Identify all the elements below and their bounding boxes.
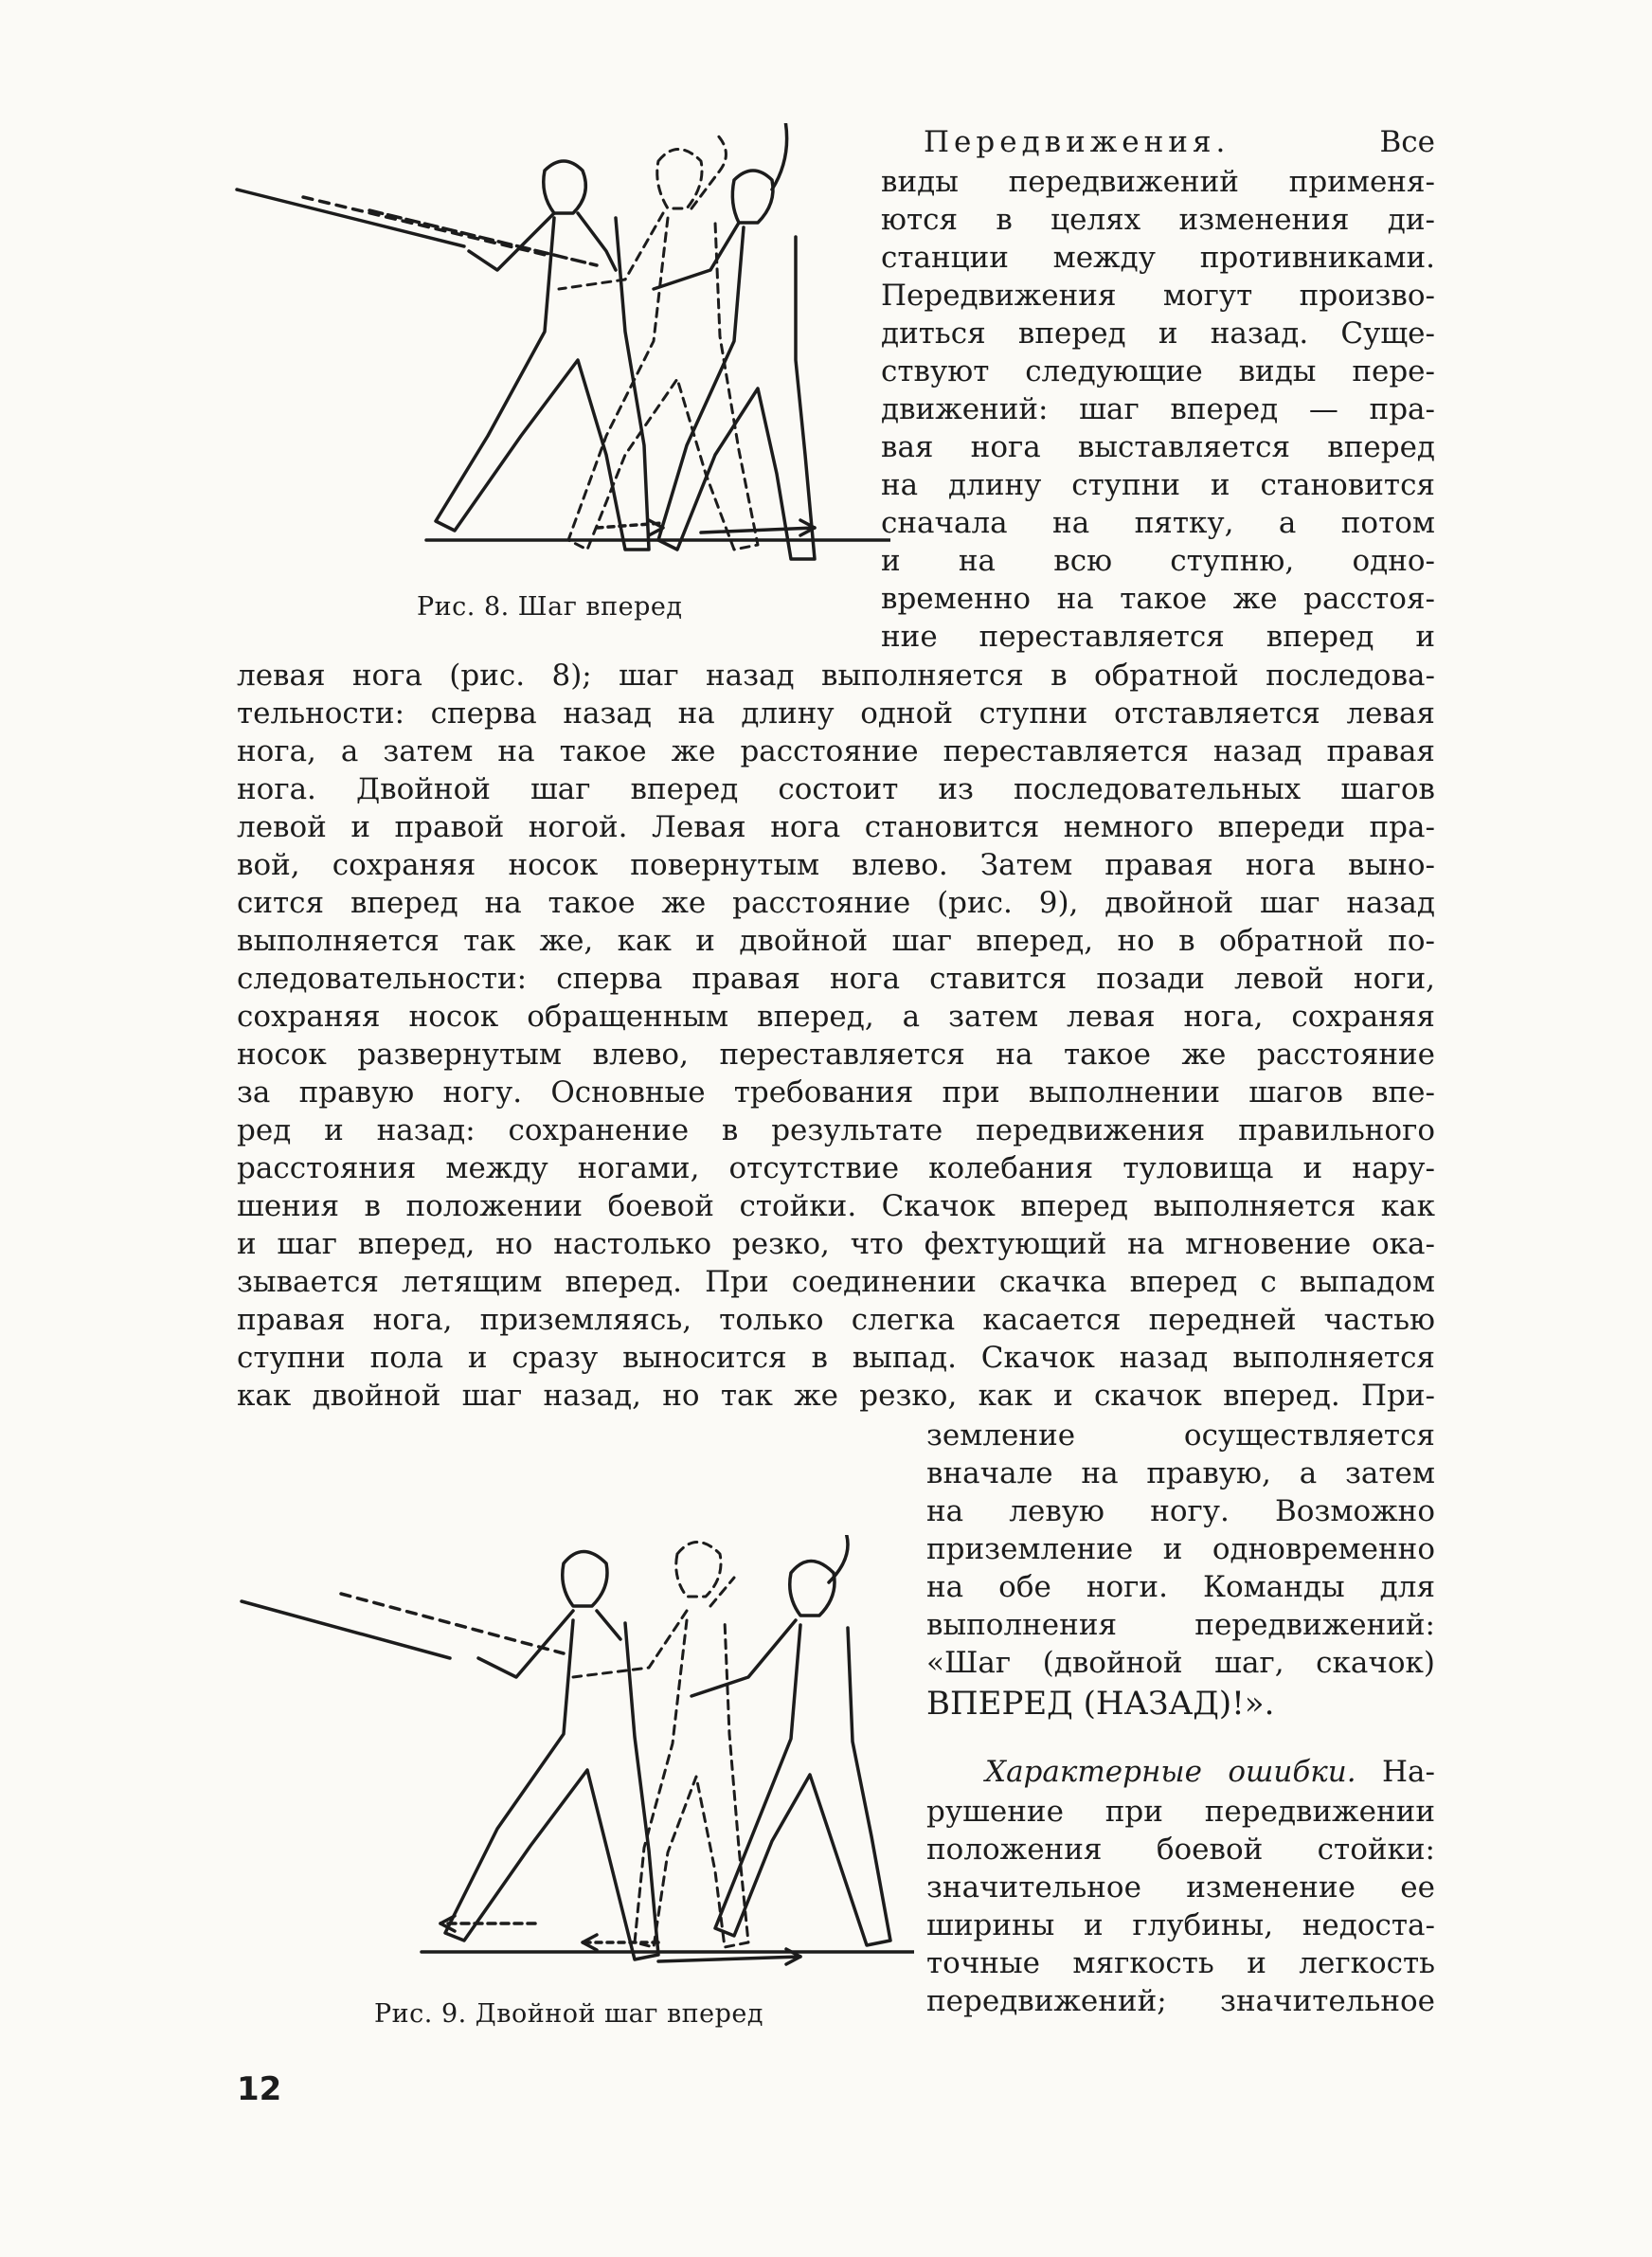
text-line bbox=[985, 1753, 1435, 1791]
text-line: нога. Двойной шаг вперед состоит из последовательных шагов bbox=[237, 772, 1435, 806]
text-line: левая нога (рис. 8); шаг назад выполняется в обратной последова- bbox=[237, 659, 1435, 693]
text-line: вой, сохраняя носок повернутым влево. Затем правая нога выно- bbox=[237, 848, 1435, 882]
text-line: ствуют следующие виды пере- bbox=[881, 354, 1435, 388]
section-heading: Передвижения. bbox=[924, 125, 1230, 159]
text-line: ред и назад: сохранение в результате передвижения правильного bbox=[237, 1113, 1435, 1147]
text-line: правая нога, приземляясь, только слегка касается передней частью bbox=[237, 1303, 1435, 1337]
text-line: шения в положении боевой стойки. Скачок вперед выполняется как bbox=[237, 1189, 1435, 1223]
text-line: как двойной шаг назад, но так же резко, как и скачок вперед. При- bbox=[237, 1379, 1435, 1413]
figure-1-caption: Рис. 8. Шаг вперед bbox=[417, 592, 683, 622]
text-line: значительное изменение ее bbox=[926, 1870, 1435, 1905]
text-line: «Шаг (двойной шаг, скачок) bbox=[926, 1646, 1435, 1680]
text-line: Передвижения могут произво- bbox=[881, 279, 1435, 313]
fencer-double-step-drawing bbox=[232, 1535, 914, 1990]
text-line: ВПЕРЕД (НАЗАД)!». bbox=[926, 1685, 1275, 1723]
text-line: приземление и одновременно bbox=[926, 1532, 1435, 1566]
text-line: передвижений; значительное bbox=[926, 1984, 1435, 2018]
text-line: диться вперед и назад. Суще- bbox=[881, 316, 1435, 351]
errors-heading: Характерные ошибки. bbox=[985, 1755, 1356, 1789]
text-line: нога, а затем на такое же расстояние переставляется назад правая bbox=[237, 734, 1435, 768]
text-line: носок развернутым влево, переставляется на такое же расстояние bbox=[237, 1038, 1435, 1072]
figure-double-step-forward bbox=[232, 1535, 914, 1990]
text-line: тельности: сперва назад на длину одной ступни отставляется левая bbox=[237, 696, 1435, 731]
text-line: положения боевой стойки: bbox=[926, 1833, 1435, 1867]
text-line: вначале на правую, а затем bbox=[926, 1456, 1435, 1490]
text-line: вая нога выставляется вперед bbox=[881, 430, 1435, 464]
text-line: и шаг вперед, но настолько резко, что фехтующий на мгновение ока- bbox=[237, 1227, 1435, 1261]
figure-step-forward bbox=[227, 123, 890, 569]
text-fragment: На- bbox=[1382, 1755, 1436, 1789]
text-fragment: Все bbox=[1379, 125, 1435, 159]
text-line: и на всю ступню, одно- bbox=[881, 544, 1435, 578]
text-line: рушение при передвижении bbox=[926, 1795, 1435, 1829]
fencer-step-forward-drawing bbox=[227, 123, 890, 569]
text-line: сится вперед на такое же расстояние (рис. 9), двойной шаг назад bbox=[237, 886, 1435, 920]
text-line: выполняется так же, как и двойной шаг вперед, но в обратной по- bbox=[237, 924, 1435, 958]
text-line: выполнения передвижений: bbox=[926, 1608, 1435, 1642]
text-line: на длину ступни и становится bbox=[881, 468, 1435, 502]
text-line: земление осуществляется bbox=[926, 1418, 1435, 1453]
text-line: точные мягкость и легкость bbox=[926, 1946, 1435, 1980]
figure-2-caption: Рис. 9. Двойной шаг вперед bbox=[374, 1999, 764, 2029]
text-line: сохраняя носок обращенным вперед, а затем левая нога, сохраняя bbox=[237, 1000, 1435, 1034]
page-number: 12 bbox=[237, 2070, 282, 2108]
text-line: ние переставляется вперед и bbox=[881, 620, 1435, 654]
text-line: расстояния между ногами, отсутствие колебания туловища и нару- bbox=[237, 1151, 1435, 1185]
text-line: зывается летящим вперед. При соединении скачка вперед с выпадом bbox=[237, 1265, 1435, 1299]
text-line: за правую ногу. Основные требования при выполнении шагов впе- bbox=[237, 1075, 1435, 1110]
text-line: сначала на пятку, а потом bbox=[881, 506, 1435, 540]
text-line: следовательности: сперва правая нога ставится позади левой ноги, bbox=[237, 962, 1435, 996]
text-line: станции между противниками. bbox=[881, 241, 1435, 275]
text-line bbox=[924, 123, 1435, 161]
text-line: виды передвижений применя- bbox=[881, 165, 1435, 199]
text-line: на обе ноги. Команды для bbox=[926, 1570, 1435, 1604]
text-line: ются в целях изменения ди- bbox=[881, 203, 1435, 237]
text-line: временно на такое же расстоя- bbox=[881, 582, 1435, 616]
text-line: ширины и глубины, недоста- bbox=[926, 1908, 1435, 1942]
text-line: движений: шаг вперед — пра- bbox=[881, 392, 1435, 426]
text-line: левой и правой ногой. Левая нога становится немного впереди пра- bbox=[237, 810, 1435, 844]
text-line: на левую ногу. Возможно bbox=[926, 1494, 1435, 1528]
text-line: ступни пола и сразу выносится в выпад. Скачок назад выполняется bbox=[237, 1341, 1435, 1375]
